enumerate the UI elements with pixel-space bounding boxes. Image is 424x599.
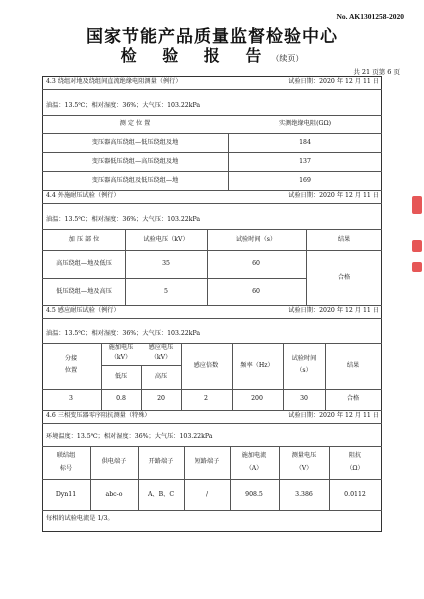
table-rule bbox=[42, 115, 382, 116]
table-rule bbox=[184, 446, 185, 510]
footnote: 每相的试验电流是 1/3。 bbox=[46, 515, 114, 522]
section-4-3-title: 4.3 绕组对地及绕组间直流绝缘电阻测量（例行） bbox=[46, 78, 182, 85]
table-rule bbox=[101, 343, 102, 410]
table-cell: 35 bbox=[162, 259, 170, 267]
table-rule bbox=[207, 229, 208, 305]
table-rule bbox=[42, 510, 382, 511]
col-header: 阻抗 bbox=[348, 451, 362, 459]
col-header: 分接 bbox=[64, 354, 78, 362]
col-header: 加 压 部 位 bbox=[68, 235, 100, 243]
table-cell: 合格 bbox=[346, 394, 360, 402]
section-4-3-env: 油温：13.5℃；相对湿度：36%；大气压：103.22kPa bbox=[46, 102, 201, 109]
table-rule bbox=[42, 229, 382, 230]
table-rule bbox=[138, 446, 139, 510]
table-cell: 200 bbox=[251, 394, 263, 402]
report-issuer-title: 国家节能产品质量监督检验中心 bbox=[86, 27, 338, 47]
table-rule bbox=[42, 318, 382, 319]
table-cell: 3.386 bbox=[295, 490, 313, 498]
col-header: 试验时间（s） bbox=[235, 235, 277, 243]
rule bbox=[42, 89, 382, 90]
table-rule bbox=[90, 446, 91, 510]
table-rule bbox=[230, 446, 231, 510]
section-4-4-env: 油温：13.5℃；相对湿度：36%；大气压：103.22kPa bbox=[46, 216, 201, 223]
col-header: 感应倍数 bbox=[193, 361, 219, 369]
table-rule bbox=[306, 229, 307, 305]
col-header: 施加电压 bbox=[108, 343, 134, 351]
table-rule bbox=[181, 343, 182, 410]
page-info: 共 21 页第 6 页 bbox=[353, 68, 400, 76]
col-header: 供电端子 bbox=[101, 457, 127, 465]
table-cell: 60 bbox=[252, 259, 260, 267]
table-rule bbox=[42, 305, 382, 306]
result-cell: 合格 bbox=[337, 273, 351, 281]
col-header-resistance: 实测绝缘电阻(GΩ) bbox=[278, 119, 332, 127]
col-header: 试验时间 bbox=[291, 354, 317, 362]
col-header: （Ω） bbox=[346, 464, 364, 472]
table-rule bbox=[42, 389, 382, 390]
table-cell: 137 bbox=[299, 157, 311, 165]
table-cell: 60 bbox=[252, 287, 260, 295]
seal-stamp-fragment bbox=[412, 240, 422, 252]
section-4-6-date: 试验日期：2020 年 12 月 11 日 bbox=[288, 412, 379, 419]
section-4-4-title: 4.4 外施耐压试验（例行） bbox=[46, 192, 120, 199]
table-rule bbox=[325, 343, 326, 410]
col-header: 开路端子 bbox=[148, 457, 174, 465]
col-header: 结果 bbox=[337, 235, 351, 243]
table-rule bbox=[42, 203, 382, 204]
col-header: （s） bbox=[296, 366, 312, 374]
col-header: 低压 bbox=[114, 372, 128, 380]
table-cell: 5 bbox=[164, 287, 168, 295]
table-rule bbox=[42, 423, 382, 424]
report-title bbox=[0, 43, 424, 66]
col-header: 标号 bbox=[59, 464, 73, 472]
col-header: 感应电压 bbox=[148, 343, 174, 351]
table-cell: 0.8 bbox=[116, 394, 126, 402]
section-4-6-title: 4.6 三相变压器零序阻抗测量（特殊） bbox=[46, 412, 151, 419]
col-header: 位置 bbox=[64, 366, 78, 374]
col-header: 结果 bbox=[346, 361, 360, 369]
table-cell: 0.0112 bbox=[344, 490, 366, 498]
table-cell: 变压器高压绕组—低压绕组及地 bbox=[91, 138, 179, 146]
table-rule bbox=[228, 133, 229, 190]
table-rule bbox=[42, 250, 382, 251]
table-cell: 2 bbox=[204, 394, 208, 402]
table-cell: 20 bbox=[157, 394, 165, 402]
table-cell: 30 bbox=[300, 394, 308, 402]
table-cell: 变压器低压绕组—高压绕组及地 bbox=[91, 157, 179, 165]
table-cell: / bbox=[205, 490, 209, 498]
seal-stamp-fragment bbox=[412, 262, 422, 272]
report-title-note: （续页） bbox=[271, 54, 304, 63]
table-rule bbox=[141, 365, 142, 410]
table-cell: 3 bbox=[69, 394, 73, 402]
table-rule bbox=[42, 410, 382, 411]
section-4-4-date: 试验日期：2020 年 12 月 11 日 bbox=[288, 192, 379, 199]
section-4-6-env: 环境温度：13.5℃；相对湿度：36%；大气压：103.22kPa bbox=[46, 433, 213, 440]
seal-stamp-fragment bbox=[412, 196, 422, 214]
table-rule bbox=[42, 171, 382, 172]
table-cell: A、B、C bbox=[147, 490, 175, 498]
table-rule bbox=[42, 152, 382, 153]
table-cell: 变压器高压绕组及低压绕组—地 bbox=[91, 176, 179, 184]
table-rule bbox=[125, 229, 126, 305]
table-rule bbox=[42, 343, 382, 344]
table-cell: 高压绕组—地及低压 bbox=[56, 259, 112, 267]
report-title-text: 检 验 报 告 bbox=[120, 46, 272, 65]
col-header: 高压 bbox=[154, 372, 168, 380]
table-rule bbox=[279, 446, 280, 510]
table-rule bbox=[42, 446, 382, 447]
section-4-5-date: 试验日期：2020 年 12 月 11 日 bbox=[288, 307, 379, 314]
col-header: 联结组 bbox=[56, 451, 76, 459]
table-cell: 184 bbox=[299, 138, 311, 146]
col-header: 测量电压 bbox=[291, 451, 317, 459]
report-number: No. AK1301258-2020 bbox=[336, 12, 404, 21]
table-cell: 908.5 bbox=[245, 490, 263, 498]
table-cell: 169 bbox=[299, 176, 311, 184]
table-rule bbox=[42, 190, 382, 191]
table-cell: abc-o bbox=[105, 490, 123, 498]
col-header: 短路端子 bbox=[194, 457, 220, 465]
table-cell: 低压绕组—地及高压 bbox=[56, 287, 112, 295]
table-rule bbox=[329, 446, 330, 510]
table-rule bbox=[42, 278, 306, 279]
col-header: （kV） bbox=[110, 353, 132, 361]
table-rule bbox=[232, 343, 233, 410]
table-rule bbox=[283, 343, 284, 410]
col-header: 施加电流 bbox=[241, 451, 267, 459]
col-header-position: 测 定 位 置 bbox=[119, 119, 151, 127]
col-header: 试验电压（kV） bbox=[143, 235, 189, 243]
table-rule bbox=[42, 479, 382, 480]
col-header: （V） bbox=[295, 464, 313, 472]
section-4-3-date: 试验日期：2020 年 12 月 11 日 bbox=[288, 78, 379, 85]
col-header: （A） bbox=[245, 464, 263, 472]
section-4-5-env: 油温：13.5℃；相对湿度：36%；大气压：103.22kPa bbox=[46, 330, 201, 337]
table-rule bbox=[42, 133, 382, 134]
table-cell: Dyn11 bbox=[55, 490, 77, 498]
col-header: 频率（Hz） bbox=[240, 361, 274, 369]
col-header: （kV） bbox=[150, 353, 172, 361]
section-4-5-title: 4.5 感应耐压试验（例行） bbox=[46, 307, 120, 314]
